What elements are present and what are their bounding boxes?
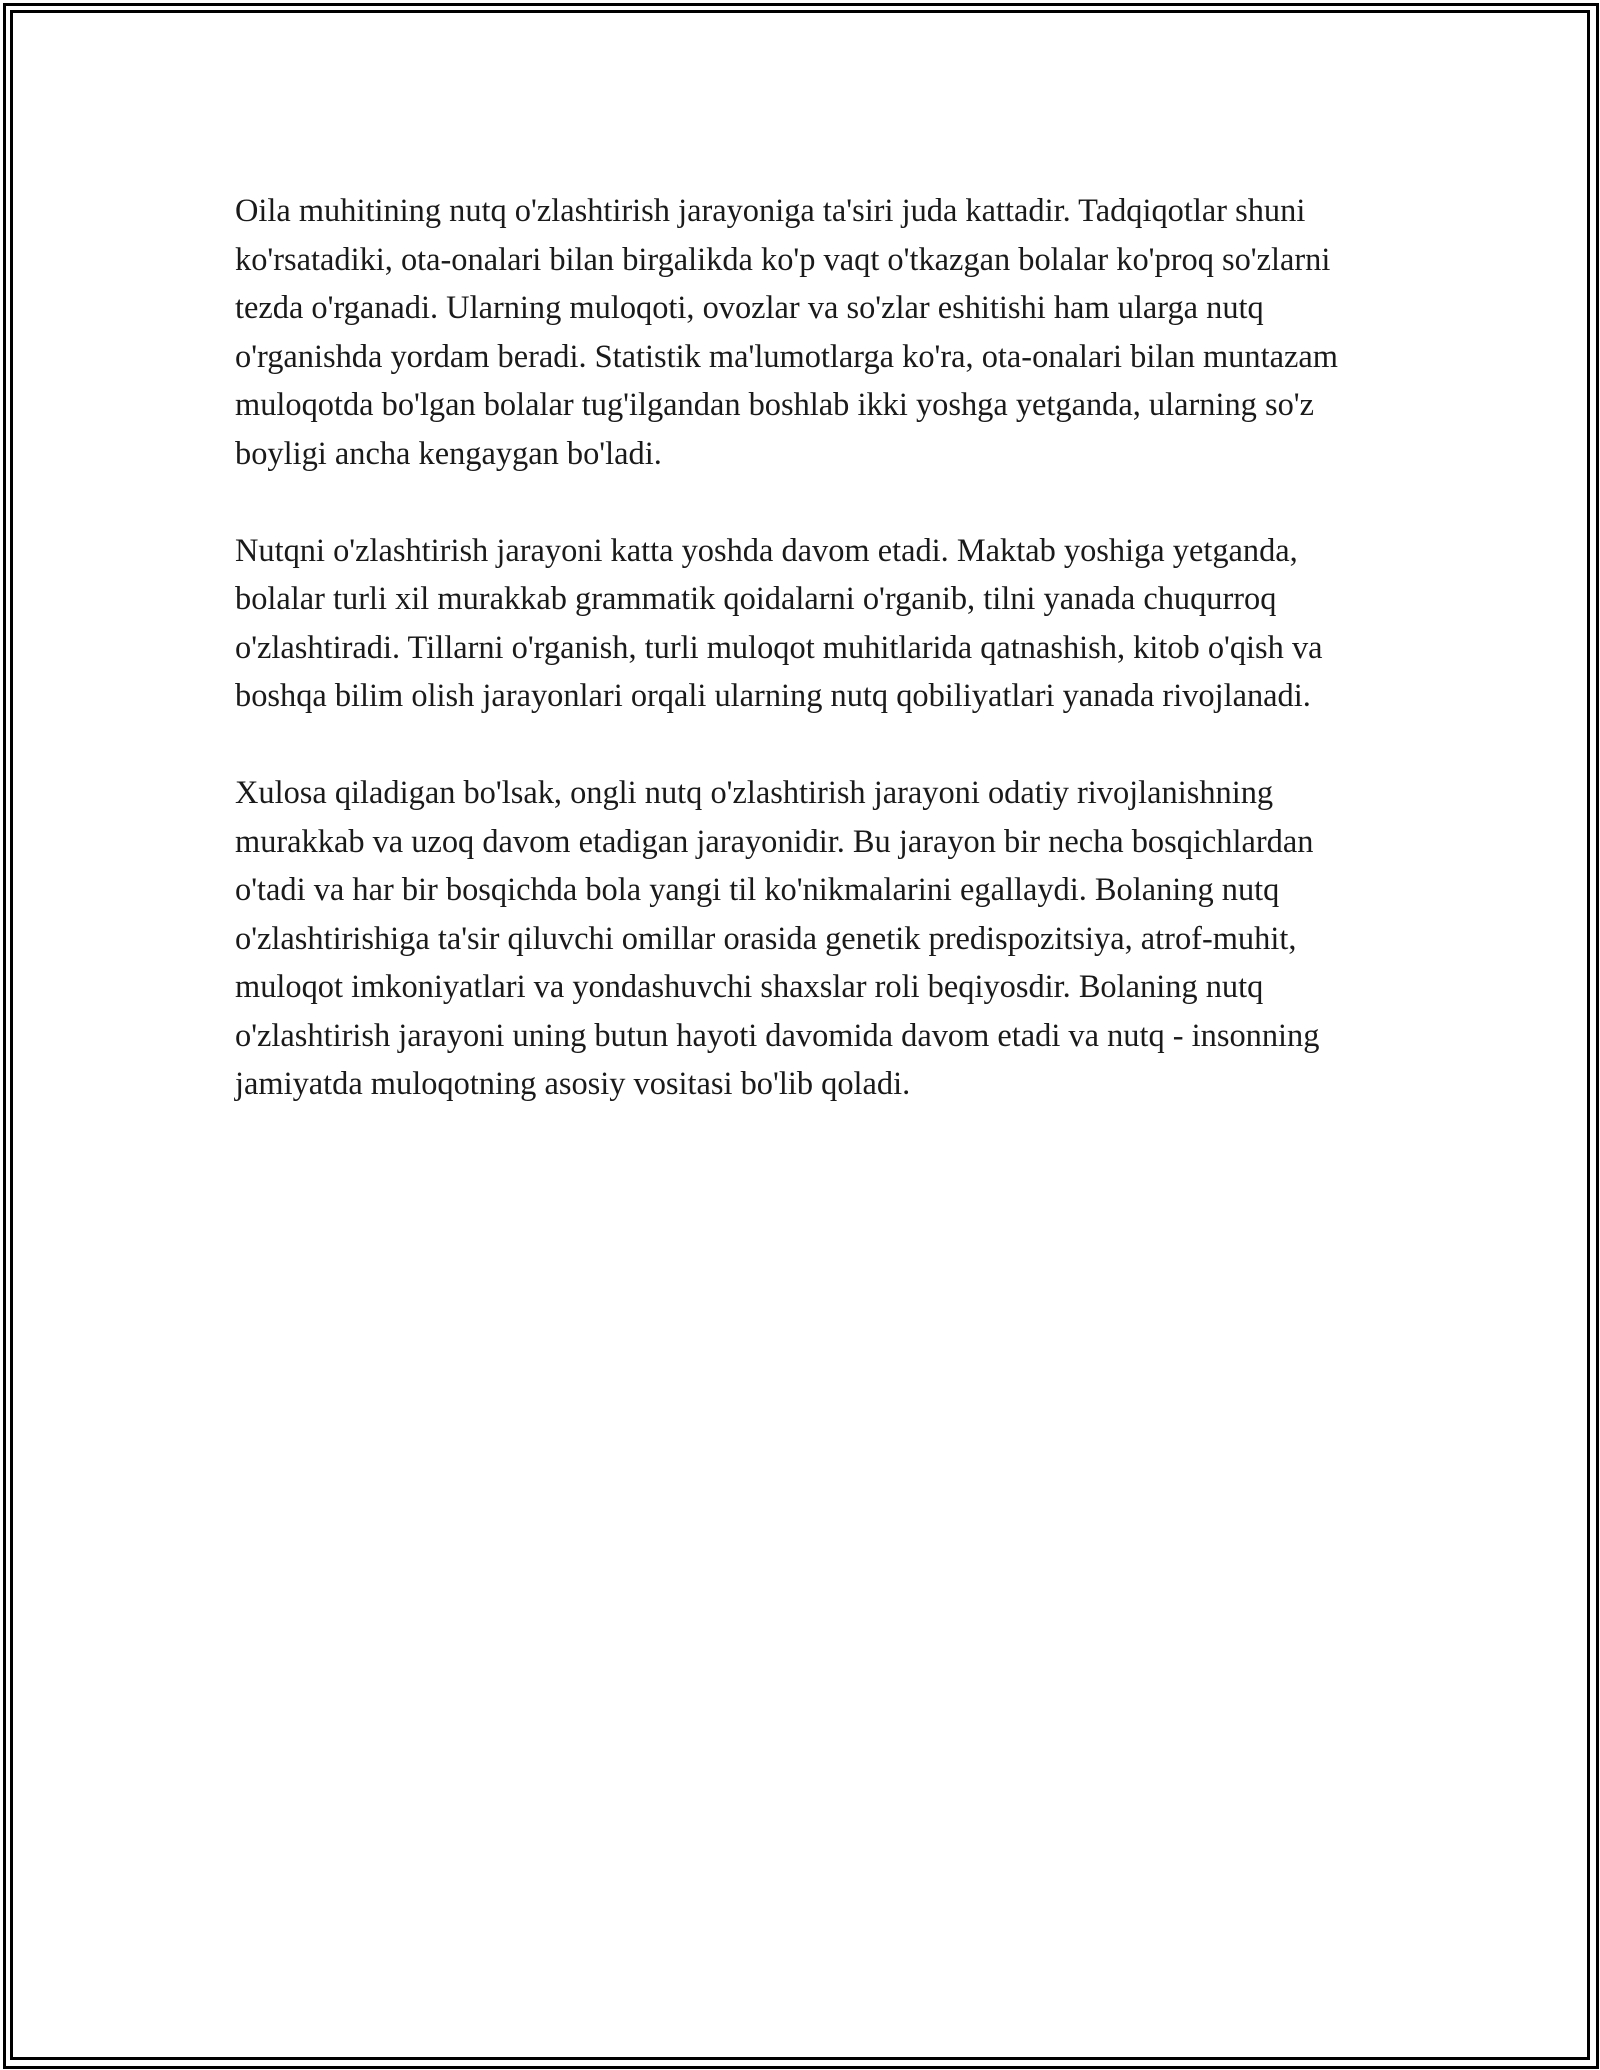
document-body [235,187,1380,1157]
paragraph-family-environment: Oila muhitining nutq o'zlashtirish jarayoniga ta'siri juda kattadir. Tadqiqotlar shuni ko'rsatadiki, ota-onalari bilan birgalikda ko'p vaqt o'tkazgan bolalar ko'proq so'zlarni tezda o'rganadi. Ularning muloqoti, ovozlar va so'zlar eshitishi ham ularga nutq o'rganishda yordam beradi. Statistik ma'lumotlarga ko'ra, ota-onalari bilan muntazam muloqotda bo'lgan bolalar tug'ilgandan boshlab ikki yoshga yetganda, ularning so'z boyligi ancha kengaygan bo'ladi. [235,193,1338,472]
paragraph-conclusion: Xulosa qiladigan bo'lsak, ongli nutq o'zlashtirish jarayoni odatiy rivojlanishning murakkab va uzoq davom etadigan jarayonidir. Bu jarayon bir necha bosqichlardan o'tadi va har bir bosqichda bola yangi til ko'nikmalarini egallaydi. Bolaning nutq o'zlashtirishiga ta'sir qiluvchi omillar orasida genetik predispozitsiya, atrof-muhit, muloqot imkoniyatlari va yondashuvchi shaxslar roli beqiyosdir. Bolaning nutq o'zlashtirish jarayoni uning butun hayoti davomida davom etadi va nutq - insonning jamiyatda muloqotning asosiy vositasi bo'lib qoladi. [235,775,1320,1102]
paragraph-school-age: Nutqni o'zlashtirish jarayoni katta yoshda davom etadi. Maktab yoshiga yetganda, bolalar turli xil murakkab grammatik qoidalarni o'rganib, tilni yanada chuqurroq o'zlashtiradi. Tillarni o'rganish, turli muloqot muhitlarida qatnashish, kitob o'qish va boshqa bilim olish jarayonlari orqali ularning nutq qobiliyatlari yanada rivojlanadi. [235,532,1323,714]
